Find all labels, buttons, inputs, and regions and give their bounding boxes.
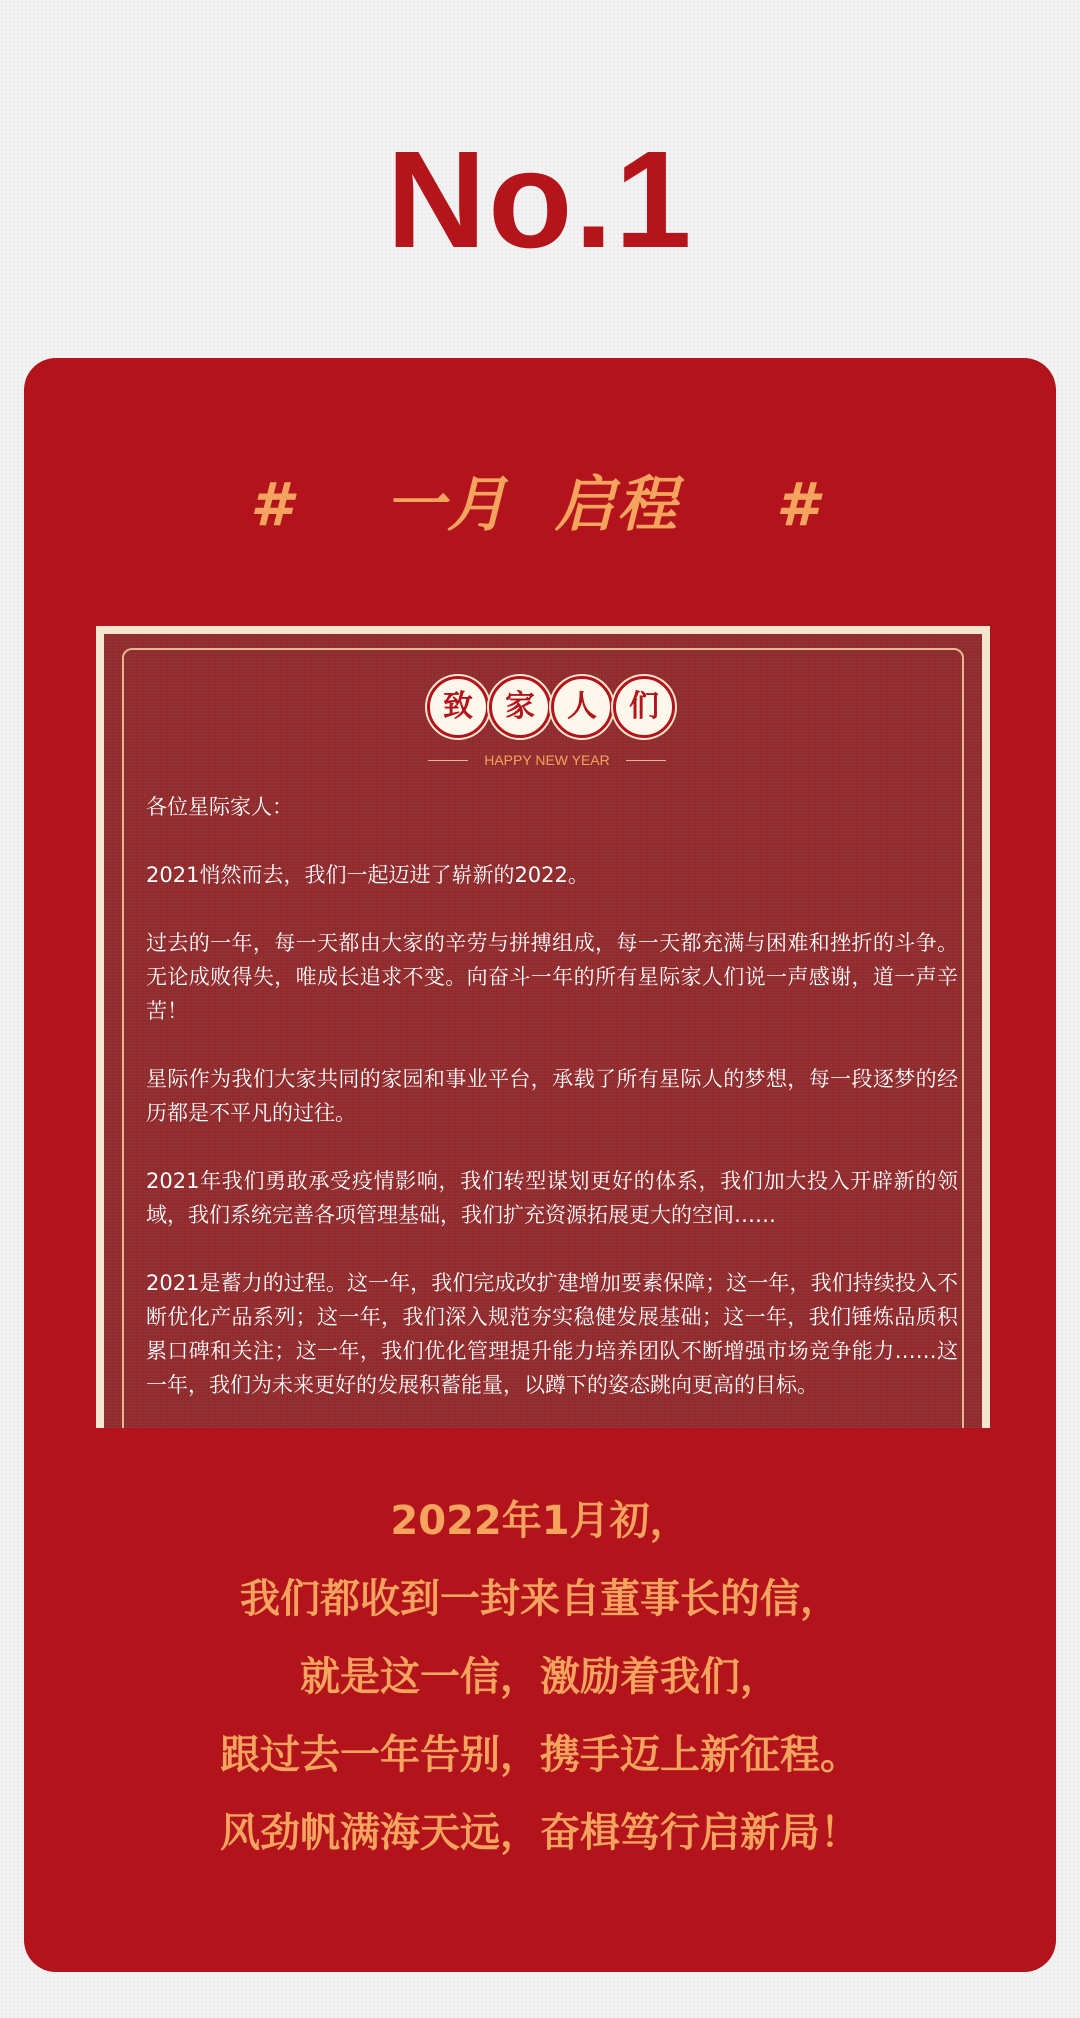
letter-greeting: 各位星际家人： — [146, 795, 293, 819]
letter-body — [146, 790, 958, 1428]
closing-line: 风劲帆满海天远，奋楫笃行启新局！ — [220, 1810, 860, 1856]
letter-card — [96, 626, 990, 1428]
letter-paragraph: 2021年我们勇敢承受疫情影响，我们转型谋划更好的体系，我们加大投入开辟新的领域，我们系统完善各项管理基础，我们扩充资源拓展更大的空间…… — [146, 1169, 958, 1227]
happy-new-year-text: HAPPY NEW YEAR — [484, 752, 610, 768]
section-heading — [0, 470, 1080, 540]
letter-background — [104, 634, 982, 1428]
letter-paragraph: 过去的一年，每一天都由大家的辛劳与拼搏组成，每一天都充满与困难和挫折的斗争。无论成败得失，唯成长追求不变。向奋斗一年的所有星际家人们说一声感谢，道一声辛苦！ — [146, 931, 958, 1023]
seal-char-4: 们 — [613, 676, 675, 738]
closing-text — [24, 1482, 1056, 1872]
letter-paragraph: 2021悄然而去，我们一起迈进了崭新的2022。 — [146, 863, 589, 887]
closing-line: 2022年1月初， — [390, 1498, 690, 1544]
divider-right — [626, 760, 666, 761]
section-title: 一月 启程 — [385, 470, 679, 540]
hash-left: # — [250, 470, 292, 540]
seal-char-3: 人 — [551, 676, 613, 738]
hash-right: # — [776, 470, 818, 540]
closing-line: 就是这一信，激励着我们， — [300, 1654, 780, 1700]
divider-left — [428, 760, 468, 761]
happy-new-year-line — [428, 750, 666, 770]
letter-paragraph: 2021是蓄力的过程。这一年，我们完成改扩建增加要素保障；这一年，我们持续投入不断优化产品系列；这一年，我们深入规范夯实稳健发展基础；这一年，我们锤炼品质积累口碑和关注；这一年，我们优化管理提升能力培养团队不断增强市场竞争能力……这一年，我们为未来更好的发展积蓄能量，以蹲下的姿态跳向更高的目标。 — [146, 1271, 958, 1397]
seal-char-2: 家 — [489, 676, 551, 738]
closing-line: 跟过去一年告别，携手迈上新征程。 — [220, 1732, 860, 1778]
seal-char-1: 致 — [427, 676, 489, 738]
letter-paragraph: 星际作为我们大家共同的家园和事业平台，承载了所有星际人的梦想，每一段逐梦的经历都是不平凡的过往。 — [146, 1067, 958, 1125]
page-title: No.1 — [386, 123, 694, 277]
closing-line: 我们都收到一封来自董事长的信， — [240, 1576, 840, 1622]
